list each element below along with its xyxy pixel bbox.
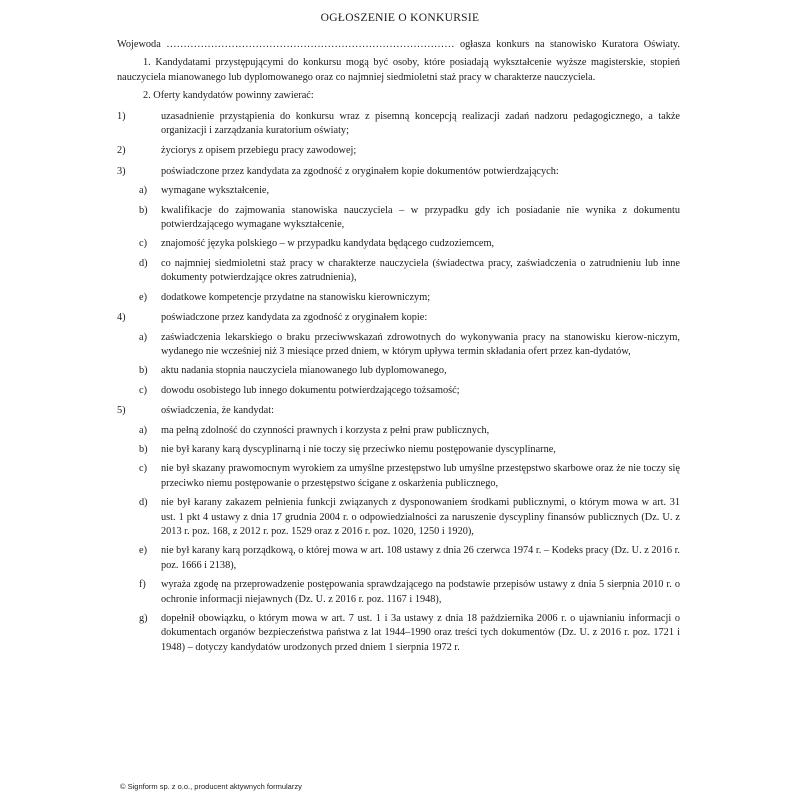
sub-list-item-text: nie był karany zakazem pełnienia funkcji związanych z dysponowaniem środkami publicznymi, o którym mowa w art. 31 ust. 1 pkt 4 ustawy z dnia 17 grudnia 2004 r. o odpowiedzialności za naruszenie dyscypliny finansów publicznych (Dz. U. z 2013 r. poz. 168, z 2012 r. poz. 1529 oraz z 2016 r. poz. 1020, 1250 i 1920), xyxy=(161,497,680,537)
sub-list-item-letter: e) xyxy=(139,291,147,303)
sub-list-item xyxy=(117,424,680,438)
sub-list-item-letter: g) xyxy=(139,613,148,624)
sub-list-item xyxy=(117,204,680,233)
sub-list-item-text: wymagane wykształcenie, xyxy=(161,185,270,197)
sub-list-item-letter: f) xyxy=(139,579,146,591)
sub-list-item xyxy=(117,462,680,491)
intro-line: Wojewoda ………………………………………………………………………… ogłasza konkurs na stanowisko Kuratora Oświaty. xyxy=(117,39,680,50)
sub-list-item xyxy=(117,184,680,198)
paragraph-2: 2. Oferty kandydatów powinny zawierać: xyxy=(143,90,314,102)
list-item-number: 4) xyxy=(117,312,126,324)
document-body xyxy=(117,38,680,655)
sub-list-item-text: zaświadczenia lekarskiego o braku przeciwwskazań zdrowotnych do wykonywania pracy na stanowisku kierow-niczym, wydanego nie wcześniej niż 3 miesiące przed dniem, w którym upływa termin składania ofert przez kan-dydatów, xyxy=(161,331,680,357)
sub-list-item-letter: c) xyxy=(139,384,147,396)
document-title: OGŁOSZENIE O KONKURSIE xyxy=(320,12,480,24)
sub-list-item-letter: a) xyxy=(139,331,147,343)
paragraph-1: 1. Kandydatami przystępującymi do konkursu mogą być osoby, które posiadają wykształcenie wyższe magisterskie, stopień nauczyciela mianowanego lub dyplomowanego oraz co najmniej siedmioletni staż pracy w charakterze nauczyciela. xyxy=(117,57,680,83)
list-item xyxy=(117,165,680,179)
sub-list-item-text: nie był skazany prawomocnym wyrokiem za umyślne przestępstwo lub umyślne przestępstwo skarbowe oraz że nie toczy się przeciwko niemu postępowanie o przestępstwo ścigane z oskarżenia publicznego, xyxy=(161,463,680,489)
list-item xyxy=(117,311,680,325)
sub-list-item-letter: c) xyxy=(139,238,147,250)
sub-list-item-text: znajomość języka polskiego – w przypadku kandydata będącego cudzoziemcem, xyxy=(161,238,495,250)
sub-list-item xyxy=(117,544,680,573)
footer-copyright: © Signform sp. z o.o., producent aktywnych formularzy xyxy=(120,782,302,791)
sub-list-item xyxy=(117,384,680,398)
list-item-number: 2) xyxy=(117,145,126,157)
list-item xyxy=(117,110,680,139)
sub-list-item-letter: d) xyxy=(139,497,148,509)
list-item-text: życiorys z opisem przebiegu pracy zawodowej; xyxy=(161,145,357,157)
sub-list-item-letter: b) xyxy=(139,365,148,377)
sub-list-item-text: dopełnił obowiązku, o którym mowa w art. 7 ust. 1 i 3a ustawy z dnia 18 października 2006 r. o ujawnianiu informacji o dokumentach organów bezpieczeństwa państwa z lat 1944–1990 oraz treści tych dokumentów (Dz. U. z 2016 r. poz. 1721 i 1948) – dotyczy kandydatów urodzonych przed dniem 1 sierpnia 1972 r. xyxy=(161,613,680,653)
list-item-text: poświadczone przez kandydata za zgodność z oryginałem kopie: xyxy=(161,312,428,324)
list-item-text: oświadczenia, że kandydat: xyxy=(161,405,274,417)
sub-list-item-letter: b) xyxy=(139,443,148,455)
list-item-number: 5) xyxy=(117,405,126,417)
sub-list-item xyxy=(117,496,680,539)
list-item-text: uzasadnienie przystąpienia do konkursu wraz z pisemną koncepcją realizacji zadań nadzoru pedagogicznego, a także organizacji i zarządzania kuratorium oświaty; xyxy=(161,110,680,137)
sub-list-item-letter: c) xyxy=(139,463,147,475)
sub-list-item xyxy=(117,443,680,457)
sub-list-item-letter: e) xyxy=(139,545,147,557)
sub-list-item-text: nie był karany karą dyscyplinarną i nie toczy się przeciwko niemu postępowanie dyscyplinarne, xyxy=(161,443,556,455)
sub-list-item-text: aktu nadania stopnia nauczyciela mianowanego lub dyplomowanego, xyxy=(161,365,447,377)
list-item-number: 3) xyxy=(117,165,126,177)
sub-list-item xyxy=(117,612,680,655)
sub-list-item-letter: a) xyxy=(139,185,147,197)
list-item xyxy=(117,144,680,158)
sub-list-item-text: kwalifikacje do zajmowania stanowiska nauczyciela – w przypadku gdy ich posiadanie nie wynika z dokumentu potwierdzającego wymagane wykształcenie, xyxy=(161,204,680,231)
sub-list-item-letter: d) xyxy=(139,257,148,269)
list-item-text: poświadczone przez kandydata za zgodność z oryginałem kopie dokumentów potwierdzających: xyxy=(161,165,559,177)
sub-list-item-text: nie był karany karą porządkową, o której mowa w art. 108 ustawy z dnia 26 czerwca 1974 r. – Kodeks pracy (Dz. U. z 2016 r. poz. 1666 i 2138), xyxy=(161,545,680,571)
sub-list-item xyxy=(117,291,680,305)
sub-list-item xyxy=(117,237,680,251)
sub-list-item-text: co najmniej siedmioletni staż pracy w charakterze nauczyciela (świadectwa pracy, zaświadczenia o zatrudnieniu lub inne dokumenty potwierdzające okres zatrudnienia), xyxy=(161,257,680,284)
sub-list-item-text: dowodu osobistego lub innego dokumentu potwierdzającego tożsamość; xyxy=(161,384,460,396)
sub-list-item-letter: b) xyxy=(139,204,148,216)
sub-list-item xyxy=(117,364,680,378)
sub-list-item xyxy=(117,257,680,286)
requirements-list xyxy=(117,110,680,656)
sub-list-item-text: ma pełną zdolność do czynności prawnych i korzysta z pełni praw publicznych, xyxy=(161,424,490,436)
sub-list-item-text: dodatkowe kompetencje przydatne na stanowisku kierowniczym; xyxy=(161,291,431,303)
list-item xyxy=(117,404,680,418)
list-item-number: 1) xyxy=(117,110,126,122)
sub-list-item xyxy=(117,331,680,360)
sub-list-item-text: wyraża zgodę na przeprowadzenie postępowania sprawdzającego na podstawie przepisów ustawy z dnia 5 sierpnia 2010 r. o ochronie informacji niejawnych (Dz. U. z 2016 r. poz. 1167 i 1948), xyxy=(161,579,680,605)
sub-list-item-letter: a) xyxy=(139,424,147,436)
sub-list-item xyxy=(117,578,680,607)
